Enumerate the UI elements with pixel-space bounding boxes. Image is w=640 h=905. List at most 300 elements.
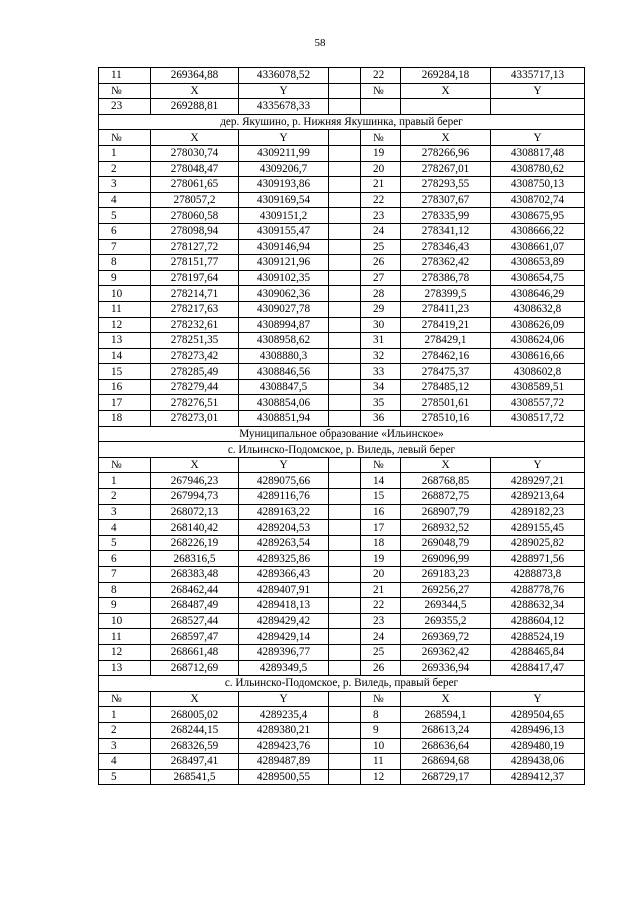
point-number: 15 <box>99 364 151 380</box>
y-coordinate: 4309062,36 <box>239 286 329 302</box>
y-coordinate: 4308854,06 <box>239 395 329 411</box>
x-coordinate: 278510,16 <box>401 411 491 427</box>
point-number: 2 <box>99 722 151 738</box>
y-coordinate: Y <box>491 83 585 99</box>
point-number: 9 <box>99 270 151 286</box>
table-row <box>99 613 585 629</box>
column-gap <box>329 489 361 505</box>
x-coordinate: 278151,77 <box>151 255 239 271</box>
x-coordinate: 278267,01 <box>401 161 491 177</box>
column-gap <box>329 551 361 567</box>
point-number: 23 <box>361 208 401 224</box>
point-number: 28 <box>361 286 401 302</box>
y-coordinate: 4308626,09 <box>491 317 585 333</box>
y-coordinate: 4289429,42 <box>239 613 329 629</box>
y-coordinate: 4308624,06 <box>491 333 585 349</box>
point-number: № <box>361 83 401 99</box>
point-number: 1 <box>99 473 151 489</box>
y-coordinate: 4289412,37 <box>491 769 585 785</box>
column-gap <box>329 68 361 84</box>
point-number: 12 <box>99 644 151 660</box>
y-coordinate: 4289297,21 <box>491 473 585 489</box>
header-x: X <box>151 130 239 146</box>
x-coordinate: 278462,16 <box>401 348 491 364</box>
column-gap <box>329 239 361 255</box>
column-gap <box>329 99 361 115</box>
point-number: 7 <box>99 239 151 255</box>
y-coordinate: 4309169,54 <box>239 192 329 208</box>
x-coordinate: 268497,41 <box>151 754 239 770</box>
y-coordinate: 4289182,23 <box>491 504 585 520</box>
y-coordinate: 4289116,76 <box>239 489 329 505</box>
x-coordinate: 278057,2 <box>151 192 239 208</box>
y-coordinate: 4288778,76 <box>491 582 585 598</box>
x-coordinate: 268594,1 <box>401 707 491 723</box>
column-gap <box>329 83 361 99</box>
table-row <box>99 395 585 411</box>
header-y: Y <box>239 691 329 707</box>
y-coordinate: 4308780,62 <box>491 161 585 177</box>
header-y: Y <box>491 457 585 473</box>
x-coordinate: 268872,75 <box>401 489 491 505</box>
point-number: 5 <box>99 535 151 551</box>
x-coordinate: 269284,18 <box>401 68 491 84</box>
point-number: 14 <box>99 348 151 364</box>
x-coordinate: 278399,5 <box>401 286 491 302</box>
point-number: 26 <box>361 660 401 676</box>
y-coordinate: 4308654,75 <box>491 270 585 286</box>
x-coordinate: 269344,5 <box>401 598 491 614</box>
header-num: № <box>99 457 151 473</box>
point-number: 5 <box>99 208 151 224</box>
x-coordinate: 278232,61 <box>151 317 239 333</box>
y-coordinate: 4335717,13 <box>491 68 585 84</box>
header-y: Y <box>491 691 585 707</box>
x-coordinate: 268462,44 <box>151 582 239 598</box>
column-gap <box>329 411 361 427</box>
point-number: 22 <box>361 68 401 84</box>
table-row <box>99 145 585 161</box>
table-row <box>99 286 585 302</box>
x-coordinate: 269355,2 <box>401 613 491 629</box>
x-coordinate: 278501,61 <box>401 395 491 411</box>
column-gap <box>329 161 361 177</box>
point-number: 2 <box>99 489 151 505</box>
y-coordinate: 4289349,5 <box>239 660 329 676</box>
x-coordinate: 268005,02 <box>151 707 239 723</box>
y-coordinate: 4289480,19 <box>491 738 585 754</box>
table-row <box>99 644 585 660</box>
column-gap <box>329 255 361 271</box>
x-coordinate: 278386,78 <box>401 270 491 286</box>
table-row <box>99 567 585 583</box>
table-row <box>99 660 585 676</box>
table-row <box>99 629 585 645</box>
y-coordinate: 4289263,54 <box>239 535 329 551</box>
x-coordinate: 269256,27 <box>401 582 491 598</box>
table-row <box>99 551 585 567</box>
point-number: 2 <box>99 161 151 177</box>
table-row <box>99 364 585 380</box>
point-number: 16 <box>361 504 401 520</box>
point-number: 6 <box>99 551 151 567</box>
y-coordinate: 4289213,64 <box>491 489 585 505</box>
x-coordinate: X <box>401 83 491 99</box>
point-number: 30 <box>361 317 401 333</box>
y-coordinate: 4289075,66 <box>239 473 329 489</box>
x-coordinate: 268907,79 <box>401 504 491 520</box>
column-gap <box>329 208 361 224</box>
point-number: 24 <box>361 629 401 645</box>
y-coordinate: 4289496,13 <box>491 722 585 738</box>
table-row <box>99 255 585 271</box>
point-number: 10 <box>361 738 401 754</box>
x-coordinate: 268613,24 <box>401 722 491 738</box>
header-num: № <box>361 457 401 473</box>
point-number: 21 <box>361 582 401 598</box>
x-coordinate: 278285,49 <box>151 364 239 380</box>
column-header-row <box>99 457 585 473</box>
column-gap <box>329 333 361 349</box>
x-coordinate: 278429,1 <box>401 333 491 349</box>
x-coordinate: 278276,51 <box>151 395 239 411</box>
x-coordinate: 268597,47 <box>151 629 239 645</box>
point-number: 23 <box>361 613 401 629</box>
y-coordinate: 4308616,66 <box>491 348 585 364</box>
x-coordinate: 269183,23 <box>401 567 491 583</box>
table-row <box>99 333 585 349</box>
table-row <box>99 161 585 177</box>
x-coordinate: X <box>151 83 239 99</box>
page-number: 58 <box>314 37 326 49</box>
table-row <box>99 738 585 754</box>
table-row <box>99 379 585 395</box>
x-coordinate: 268694,68 <box>401 754 491 770</box>
point-number: 18 <box>99 411 151 427</box>
table-row <box>99 473 585 489</box>
y-coordinate: 4289407,91 <box>239 582 329 598</box>
header-num: № <box>361 691 401 707</box>
x-coordinate: 267994,73 <box>151 489 239 505</box>
x-coordinate: 278273,01 <box>151 411 239 427</box>
x-coordinate: 278419,21 <box>401 317 491 333</box>
x-coordinate: 278293,55 <box>401 177 491 193</box>
point-number: 8 <box>99 582 151 598</box>
column-gap <box>329 738 361 754</box>
column-gap <box>329 769 361 785</box>
section-heading: с. Ильинско-Подомское, р. Виледь, левый берег <box>99 442 585 458</box>
column-gap <box>329 613 361 629</box>
y-coordinate: 4289366,43 <box>239 567 329 583</box>
point-number: № <box>99 83 151 99</box>
y-coordinate: 4308602,8 <box>491 364 585 380</box>
section-heading: Муниципальное образование «Ильинское» <box>99 426 585 442</box>
point-number: 11 <box>99 301 151 317</box>
table-row <box>99 707 585 723</box>
y-coordinate: 4289396,77 <box>239 644 329 660</box>
point-number: 25 <box>361 239 401 255</box>
x-coordinate: 278127,72 <box>151 239 239 255</box>
column-gap <box>329 317 361 333</box>
header-y: Y <box>239 457 329 473</box>
y-coordinate: 4289423,76 <box>239 738 329 754</box>
y-coordinate: 4289418,13 <box>239 598 329 614</box>
x-coordinate: 278217,63 <box>151 301 239 317</box>
column-gap <box>329 629 361 645</box>
column-gap <box>329 395 361 411</box>
y-coordinate: 4289504,65 <box>491 707 585 723</box>
header-x: X <box>401 691 491 707</box>
point-number: 12 <box>99 317 151 333</box>
point-number: 15 <box>361 489 401 505</box>
point-number: 17 <box>99 395 151 411</box>
header-x: X <box>401 130 491 146</box>
x-coordinate: 268326,59 <box>151 738 239 754</box>
y-coordinate: 4309206,7 <box>239 161 329 177</box>
x-coordinate: 269288,81 <box>151 99 239 115</box>
section-heading-row <box>99 114 585 130</box>
y-coordinate: 4308675,95 <box>491 208 585 224</box>
y-coordinate: 4308958,62 <box>239 333 329 349</box>
y-coordinate <box>491 99 585 115</box>
x-coordinate: 268768,85 <box>401 473 491 489</box>
y-coordinate: 4289500,55 <box>239 769 329 785</box>
x-coordinate: 278335,99 <box>401 208 491 224</box>
x-coordinate: 269364,88 <box>151 68 239 84</box>
x-coordinate: 269362,42 <box>401 644 491 660</box>
y-coordinate: 4289025,82 <box>491 535 585 551</box>
point-number: 1 <box>99 707 151 723</box>
x-coordinate: 268712,69 <box>151 660 239 676</box>
table-row <box>99 754 585 770</box>
point-number: 12 <box>361 769 401 785</box>
y-coordinate: 4308817,48 <box>491 145 585 161</box>
point-number: 20 <box>361 161 401 177</box>
header-num: № <box>99 130 151 146</box>
point-number: 6 <box>99 223 151 239</box>
point-number: 4 <box>99 754 151 770</box>
table-row <box>99 223 585 239</box>
column-gap <box>329 722 361 738</box>
point-number: 11 <box>99 629 151 645</box>
table-row <box>99 177 585 193</box>
y-coordinate: 4308847,5 <box>239 379 329 395</box>
column-header-row <box>99 130 585 146</box>
column-header-row <box>99 691 585 707</box>
coordinates-table <box>98 67 585 785</box>
point-number: 3 <box>99 738 151 754</box>
x-coordinate: 268527,44 <box>151 613 239 629</box>
x-coordinate: 268140,42 <box>151 520 239 536</box>
y-coordinate: 4289204,53 <box>239 520 329 536</box>
table-row <box>99 520 585 536</box>
x-coordinate: 268383,48 <box>151 567 239 583</box>
point-number: 34 <box>361 379 401 395</box>
column-gap <box>329 754 361 770</box>
table-row <box>99 192 585 208</box>
y-coordinate: 4309102,35 <box>239 270 329 286</box>
y-coordinate: 4336078,52 <box>239 68 329 84</box>
x-coordinate: 278475,37 <box>401 364 491 380</box>
point-number: 22 <box>361 598 401 614</box>
y-coordinate: 4289163,22 <box>239 504 329 520</box>
column-gap <box>329 567 361 583</box>
point-number: 13 <box>99 333 151 349</box>
y-coordinate: 4289325,86 <box>239 551 329 567</box>
header-num: № <box>361 130 401 146</box>
header-y: Y <box>491 130 585 146</box>
y-coordinate: 4308846,56 <box>239 364 329 380</box>
point-number: 22 <box>361 192 401 208</box>
y-coordinate: 4288417,47 <box>491 660 585 676</box>
point-number: 17 <box>361 520 401 536</box>
table-row <box>99 83 585 99</box>
y-coordinate: 4308851,94 <box>239 411 329 427</box>
y-coordinate: 4288524,19 <box>491 629 585 645</box>
section-heading-row <box>99 426 585 442</box>
y-coordinate: 4308557,72 <box>491 395 585 411</box>
column-gap <box>329 130 361 146</box>
column-gap <box>329 457 361 473</box>
point-number: 11 <box>361 754 401 770</box>
y-coordinate: 4308632,8 <box>491 301 585 317</box>
x-coordinate: 268244,15 <box>151 722 239 738</box>
point-number: 14 <box>361 473 401 489</box>
table-row <box>99 317 585 333</box>
header-x: X <box>401 457 491 473</box>
point-number: 27 <box>361 270 401 286</box>
y-coordinate: 4309211,99 <box>239 145 329 161</box>
y-coordinate: 4308646,29 <box>491 286 585 302</box>
x-coordinate: 268316,5 <box>151 551 239 567</box>
x-coordinate: 278411,23 <box>401 301 491 317</box>
point-number: 8 <box>361 707 401 723</box>
column-gap <box>329 192 361 208</box>
y-coordinate: 4309146,94 <box>239 239 329 255</box>
column-gap <box>329 177 361 193</box>
table-row <box>99 68 585 84</box>
point-number: 32 <box>361 348 401 364</box>
table-row <box>99 489 585 505</box>
table-row <box>99 535 585 551</box>
x-coordinate: 269336,94 <box>401 660 491 676</box>
y-coordinate: 4289155,45 <box>491 520 585 536</box>
header-x: X <box>151 691 239 707</box>
point-number: 36 <box>361 411 401 427</box>
point-number: 21 <box>361 177 401 193</box>
column-gap <box>329 301 361 317</box>
x-coordinate: 278197,64 <box>151 270 239 286</box>
point-number: 11 <box>99 68 151 84</box>
y-coordinate: 4288604,12 <box>491 613 585 629</box>
table-row <box>99 582 585 598</box>
table-row <box>99 239 585 255</box>
x-coordinate: 268072,13 <box>151 504 239 520</box>
point-number: 3 <box>99 504 151 520</box>
point-number: 23 <box>99 99 151 115</box>
point-number: 1 <box>99 145 151 161</box>
y-coordinate: 4309027,78 <box>239 301 329 317</box>
y-coordinate: 4309193,86 <box>239 177 329 193</box>
y-coordinate: 4308666,22 <box>491 223 585 239</box>
column-gap <box>329 535 361 551</box>
y-coordinate: 4289235,4 <box>239 707 329 723</box>
y-coordinate: 4289438,06 <box>491 754 585 770</box>
point-number: 9 <box>361 722 401 738</box>
table-row <box>99 270 585 286</box>
y-coordinate: 4335678,33 <box>239 99 329 115</box>
point-number: 3 <box>99 177 151 193</box>
y-coordinate: 4288465,84 <box>491 644 585 660</box>
section-heading: с. Ильинско-Подомское, р. Виледь, правый берег <box>99 676 585 692</box>
column-gap <box>329 145 361 161</box>
column-gap <box>329 473 361 489</box>
table-row <box>99 348 585 364</box>
x-coordinate: 268226,19 <box>151 535 239 551</box>
point-number: 31 <box>361 333 401 349</box>
y-coordinate: 4308653,89 <box>491 255 585 271</box>
x-coordinate: 278485,12 <box>401 379 491 395</box>
table-row <box>99 722 585 738</box>
y-coordinate: 4309121,96 <box>239 255 329 271</box>
x-coordinate: 278060,58 <box>151 208 239 224</box>
point-number: 35 <box>361 395 401 411</box>
x-coordinate: 278251,35 <box>151 333 239 349</box>
x-coordinate: 278061,65 <box>151 177 239 193</box>
y-coordinate: 4289380,21 <box>239 722 329 738</box>
x-coordinate: 278098,94 <box>151 223 239 239</box>
point-number: 29 <box>361 301 401 317</box>
x-coordinate: 278273,42 <box>151 348 239 364</box>
x-coordinate: 278346,43 <box>401 239 491 255</box>
column-gap <box>329 504 361 520</box>
point-number: 10 <box>99 613 151 629</box>
point-number: 5 <box>99 769 151 785</box>
y-coordinate: 4308702,74 <box>491 192 585 208</box>
y-coordinate: 4288971,56 <box>491 551 585 567</box>
x-coordinate: 278214,71 <box>151 286 239 302</box>
table-row <box>99 598 585 614</box>
table-row <box>99 411 585 427</box>
x-coordinate: 268636,64 <box>401 738 491 754</box>
y-coordinate: 4308994,87 <box>239 317 329 333</box>
x-coordinate: 269096,99 <box>401 551 491 567</box>
point-number <box>361 99 401 115</box>
y-coordinate: 4288632,34 <box>491 598 585 614</box>
x-coordinate: 278307,67 <box>401 192 491 208</box>
column-gap <box>329 644 361 660</box>
column-gap <box>329 582 361 598</box>
header-num: № <box>99 691 151 707</box>
x-coordinate: 278362,42 <box>401 255 491 271</box>
point-number: 4 <box>99 520 151 536</box>
section-heading-row <box>99 442 585 458</box>
x-coordinate: 268932,52 <box>401 520 491 536</box>
point-number: 33 <box>361 364 401 380</box>
column-gap <box>329 286 361 302</box>
y-coordinate: 4309155,47 <box>239 223 329 239</box>
table-row <box>99 769 585 785</box>
x-coordinate: 278030,74 <box>151 145 239 161</box>
x-coordinate: 268541,5 <box>151 769 239 785</box>
point-number: 24 <box>361 223 401 239</box>
section-heading-row <box>99 676 585 692</box>
y-coordinate: 4308589,51 <box>491 379 585 395</box>
section-heading: дер. Якушино, р. Нижняя Якушинка, правый берег <box>99 114 585 130</box>
column-gap <box>329 660 361 676</box>
x-coordinate: 278048,47 <box>151 161 239 177</box>
point-number: 18 <box>361 535 401 551</box>
